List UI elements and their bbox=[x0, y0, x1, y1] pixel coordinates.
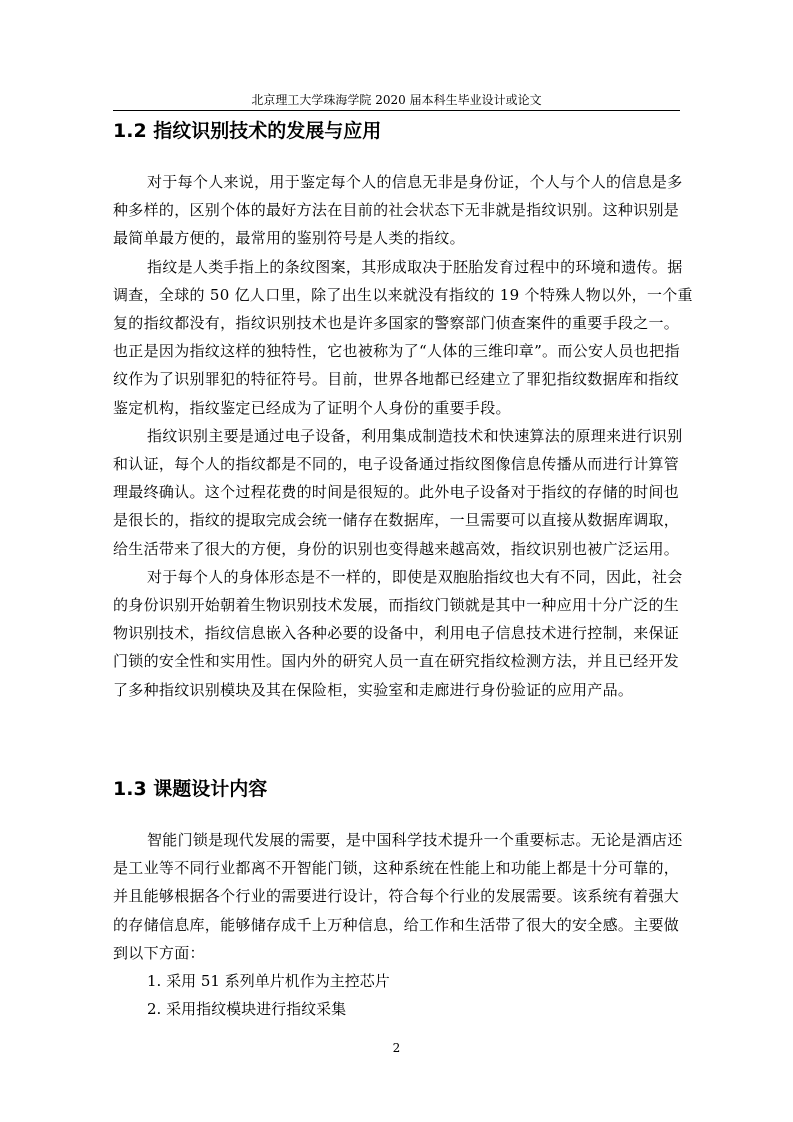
section-1-2-heading: 1.2 指纹识别技术的发展与应用 bbox=[113, 120, 382, 142]
list-item: 2. 采用指纹模块进行指纹采集 bbox=[147, 1000, 347, 1019]
header-divider bbox=[113, 110, 680, 111]
section-1-3 bbox=[113, 776, 693, 1023]
list-item: 1. 采用 51 系列单片机作为主控芯片 bbox=[147, 972, 390, 991]
paragraph: 对于每个人的身体形态是不一样的，即使是双胞胎指纹也大有不同，因此，社会的身份识别开始朝着生物识别技术发展，而指纹门锁就是其中一种应用十分广泛的生物识别技术，指纹信息嵌入各种必要的设备中，利用电子信息技术进行控制，来保证门锁的安全性和实用性。国内外的研究人员一直在研究指纹检测方法，并且已经开发了多种指纹识别模块及其在保险柜，实验室和走廊进行身份验证的应用产品。 bbox=[113, 567, 683, 699]
section-1-2 bbox=[113, 118, 693, 704]
section-1-3-heading: 1.3 课题设计内容 bbox=[113, 778, 268, 800]
paragraph: 对于每个人来说，用于鉴定每个人的信息无非是身份证，个人与个人的信息是多种多样的，区别个体的最好方法在目前的社会状态下无非就是指纹识别。这种识别是最简单最方便的，最常用的鉴别符号是人类的指纹。 bbox=[113, 173, 683, 248]
paragraph: 智能门锁是现代发展的需要，是中国科学技术提升一个重要标志。无论是酒店还是工业等不同行业都离不开智能门锁，这种系统在性能上和功能上都是十分可靠的，并且能够根据各个行业的需要进行设计，符合每个行业的发展需要。该系统有着强大的存储信息库，能够储存成千上万种信息，给工作和生活带了很大的安全感。主要做到以下方面： bbox=[113, 831, 683, 962]
page-header: 北京理工大学珠海学院 2020 届本科生毕业设计或论文 bbox=[251, 93, 542, 107]
page-number: 2 bbox=[392, 1041, 401, 1055]
paragraph: 指纹识别主要是通过电子设备，利用集成制造技术和快速算法的原理来进行识别和认证，每个人的指纹都是不同的，电子设备通过指纹图像信息传播从而进行计算管理最终确认。这个过程花费的时间是很短的。此外电子设备对于指纹的存储的时间也是很长的，指纹的提取完成会统一储存在数据库，一旦需要可以直接从数据库调取，给生活带来了很大的方便，身份的识别也变得越来越高效，指纹识别也被广泛运用。 bbox=[113, 426, 683, 558]
paragraph: 指纹是人类手指上的条纹图案，其形成取决于胚胎发育过程中的环境和遗传。据调查，全球的 50 亿人口里，除了出生以来就没有指纹的 19 个特殊人物以外，一个重复的指纹都没有，指纹识别技术也是许多国家的警察部门侦查案件的重要手段之一。也正是因为指纹这样的独特性，它也被称为了“人体的三维印章”。而公安人员也把指纹作为了识别罪犯的特征符号。目前，世界各地都已经建立了罪犯指纹数据库和指纹鉴定机构，指纹鉴定已经成为了证明个人身份的重要手段。 bbox=[113, 257, 693, 417]
